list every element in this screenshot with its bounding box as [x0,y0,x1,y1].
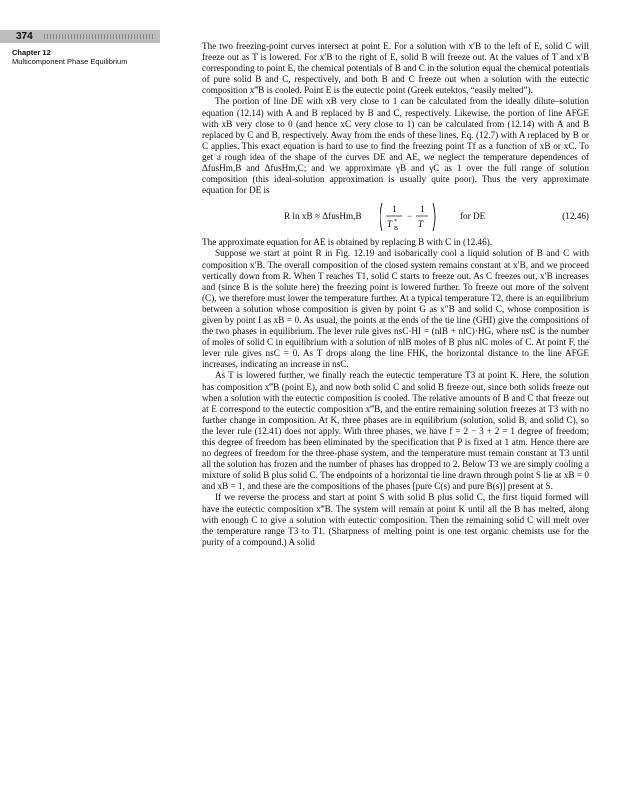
left-paren [380,203,382,231]
paragraph-1: The two freezing-point curves intersect at point E. For a solution with x′B to the left of E, solid C will freeze out as T is lowered. For x′B to the right of E, solid B will freeze out. At the values of T and x′B corresponding to point E, the chemical potentials of B and C in the solution equal the chemical potentials of pure solid B and C, respectively, and both B and C freeze out when a solution with the eutectic composition x‴B is cooled. Point E is the eutectic point (Greek eutektos, “easily melted”). [202,41,589,96]
equation-number: (12.46) [562,211,589,222]
equation-12-46 [202,199,589,235]
denominator-1-sub: B [394,226,399,233]
right-paren [433,203,435,231]
chapter-title: Multicomponent Phase Equilibrium [12,57,128,66]
equation-condition: for DE [460,211,486,222]
page-number-decoration [44,34,154,39]
denominator-1: T [387,219,393,230]
chapter-label: Chapter 12 [12,48,51,57]
paragraph-2: The portion of line DE with xB very close to 1 can be calculated from the ideally dilute–solution equation (12.14) with A and B replaced by B and C, respectively. Likewise, the portion of line AFGE with xB very close to 0 (and hence xC very close to 1) can be calculated from (12.14) with A and B replaced by C and B, respectively. Away from the ends of these lines, Eq. (12.7) with A replaced by B or C applies. This exact equation is hard to use to find the freezing point Tf as a function of xB or xC. To get a rough idea of the shape of the curves DE and AE, we neglect the temperature dependences of ΔfusHm,B and ΔfusHm,C; and we approximate γB and γC as 1 over the full range of solution composition (this ideal-solution approximation is usually quite poor). Thus the very approximate equation for DE is [202,96,589,196]
paragraph-4: Suppose we start at point R in Fig. 12.19 and isobarically cool a liquid solution of B and C with composition x′B. The overall composition of the closed system remains constant at x′B, and we proceed vertically down from R. When T reaches T1, solid C starts to freeze out. As C freezes out, x′B increases and (since B is the solute here) the freezing point is lowered further. To freeze out more of the solvent (C), we therefore must lower the temperature further. At a typical temperature T2, there is an equilibrium between a solution whose composition is given by point G as x″B and solid C, whose composition is given by point I as xB = 0. As usual, the points at the ends of the tie line (GHI) give the compositions of the two phases in equilibrium. The lever rule gives nsC·HI = (nlB + nlC)·HG, where nsC is the number of moles of solid C in equilibrium with a solution of nlB moles of B plus nlC moles of C. At point F, the lever rule gives nsC = 0. As T drops along the line FHK, the horizontal distance to the line AFGE increases, indicating an increase in nsC. [202,248,589,370]
minus-sign: − [407,211,413,222]
page-number-bar [0,30,160,43]
numerator-1: 1 [392,204,397,215]
page-number: 374 [16,31,33,42]
equation-fraction [380,199,440,235]
equation-lhs: R ln xB ≈ ΔfusHm,B [284,211,362,222]
denominator-2: T [418,219,424,230]
body-text [202,41,589,548]
numerator-2: 1 [420,204,425,215]
paragraph-5: As T is lowered further, we finally reach the eutectic temperature T3 at point K. Here, the solution has composition x‴B (point E), and now both solid C and solid B freeze out, since both solids freeze out when a solution with the eutectic composition is cooled. The relative amounts of B and C that freeze out at E correspond to the eutectic composition x‴B, and the entire remaining solution freezes at T3 with no further change in composition. At K, three phases are in equilibrium (solution, solid B, and solid C), so the lever rule (12.41) does not apply. With three phases, we have f = 2 − 3 + 2 = 1 degree of freedom; this degree of freedom has been eliminated by the specification that P is fixed at 1 atm. Hence there are no degrees of freedom for the three-phase system, and the temperature must remain constant at T3 until all the solution has frozen and the number of phases has dropped to 2. Below T3 we are simply cooling a mixture of solid B plus solid C. The endpoints of a horizontal tie line drawn through point S lie at xB = 0 and xB = 1, and these are the compositions of the phases [pure C(s) and pure B(s)] present at S. [202,370,589,492]
sidebar [12,48,162,66]
paragraph-6: If we reverse the process and start at point S with solid B plus solid C, the first liquid formed will have the eutectic composition x‴B. The system will remain at point K until all the B has melted, along with enough C to give a solution with eutectic composition. Then the remaining solid C will melt over the temperature range T3 to T1. (Sharpness of melting point is one test organic chemists use for the purity of a compound.) A solid [202,492,589,547]
denominator-1-sup: * [394,219,397,226]
paragraph-3: The approximate equation for AE is obtained by replacing B with C in (12.46). [202,237,493,248]
